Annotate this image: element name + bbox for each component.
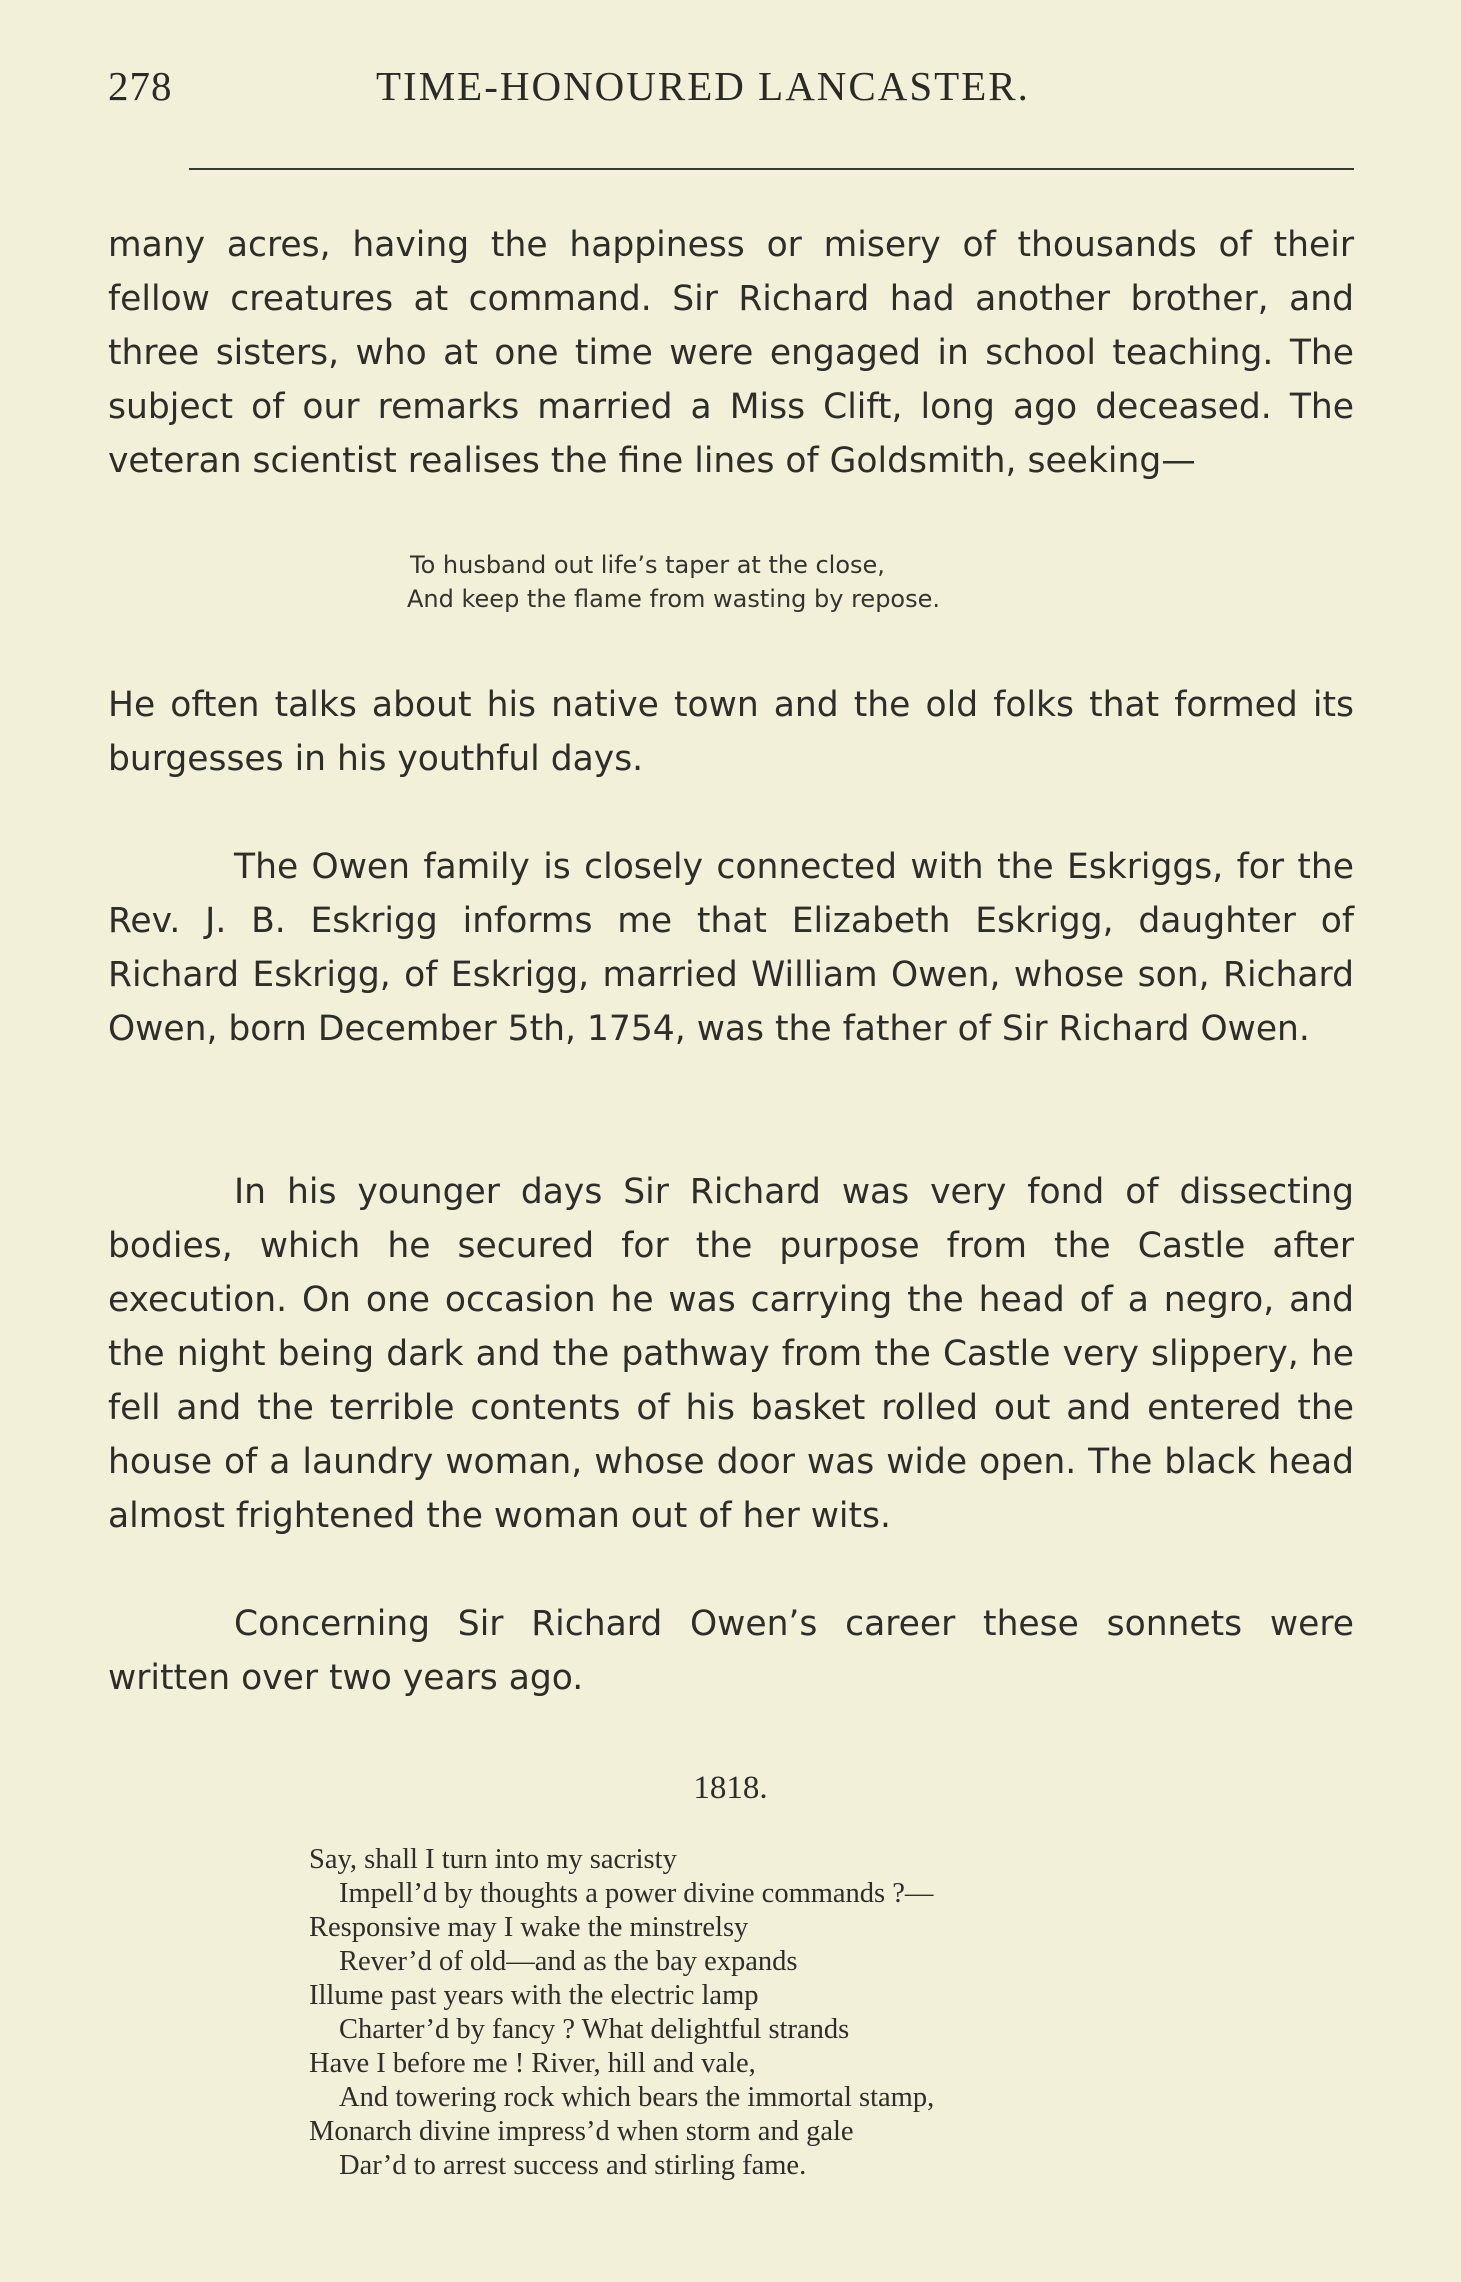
sonnet-line: Monarch divine impress’d when storm and gale <box>309 2116 854 2147</box>
sonnet-line: Rever’d of old—and as the bay expands <box>339 1946 798 1977</box>
quote-line-1: To husband out life’s taper at the close, <box>410 551 885 579</box>
sonnet <box>309 1843 934 2183</box>
header-rule <box>189 168 1354 170</box>
sonnet-line: Dar’d to arrest success and stirling fame. <box>339 2150 807 2181</box>
page-number: 278 <box>108 63 173 109</box>
paragraph-4-text: In his younger days Sir Richard was very fond of dissecting bodies, which he secured for the purpose from the Castle after execution. On one occasion he was carrying the head of a negro, and the night being dark and the pathway from the Castle very slippery, he fell and the terrible contents of his basket rolled out and entered the house of a laundry woman, whose door was wide open. The black head almost frightened the woman out of her wits. <box>108 1172 1354 1536</box>
paragraph-1-text: many acres, having the happiness or misery of thousands of their fellow creatures at command. Sir Richard had another brother, and three sisters, who at one time were engaged in school teaching. The subject of our remarks married a Miss Clift, long ago deceased. The veteran scientist realises the fine lines of Goldsmith, seeking— <box>108 225 1354 481</box>
sonnet-line: And towering rock which bears the immortal stamp, <box>339 2082 935 2113</box>
goldsmith-quote <box>407 548 941 616</box>
paragraph-5-text: Concerning Sir Richard Owen’s career these sonnets were written over two years ago. <box>108 1604 1354 1698</box>
sonnet-line: Say, shall I turn into my sacristy <box>309 1844 677 1875</box>
sonnet-year: 1818. <box>693 1770 768 1806</box>
paragraph-2-text: He often talks about his native town and the old folks that formed its burgesses in his youthful days. <box>108 685 1354 779</box>
paragraph-5 <box>108 1597 1354 1705</box>
paragraph-3-text: The Owen family is closely connected with the Eskriggs, for the Rev. J. B. Eskrigg informs me that Elizabeth Eskrigg, daughter of Richard Eskrigg, of Eskrigg, married William Owen, whose son, Richard Owen, born December 5th, 1754, was the father of Sir Richard Owen. <box>108 847 1354 1049</box>
sonnet-line: Impell’d by thoughts a power divine commands ?— <box>339 1878 934 1909</box>
sonnet-line: Have I before me ! River, hill and vale, <box>309 2048 756 2079</box>
sonnet-line: Charter’d by fancy ? What delightful strands <box>339 2014 850 2045</box>
sonnet-line: Responsive may I wake the minstrelsy <box>309 1912 749 1943</box>
paragraph-2 <box>108 678 1354 786</box>
page-header <box>108 62 1354 122</box>
quote-line-2: And keep the flame from wasting by repose. <box>407 585 941 613</box>
paragraph-3 <box>108 840 1354 1056</box>
paragraph-4 <box>108 1165 1354 1543</box>
running-title: TIME-HONOURED LANCASTER. <box>376 63 1030 109</box>
paragraph-1 <box>108 218 1354 488</box>
sonnet-line: Illume past years with the electric lamp <box>309 1980 759 2011</box>
